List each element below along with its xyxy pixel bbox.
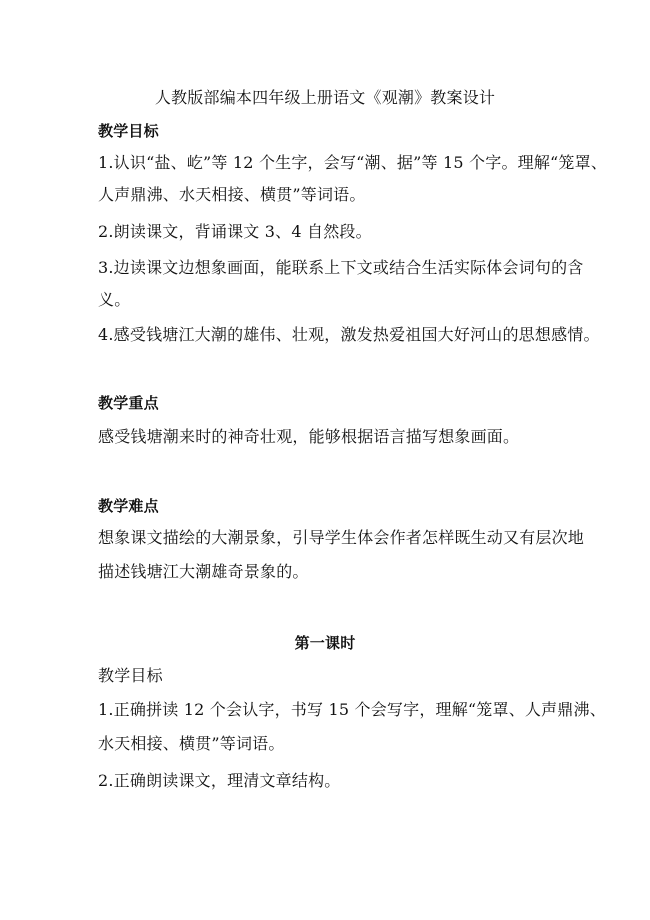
- lesson-1-objective-1-line-2: 水天相接、横贯”等词语。: [98, 734, 285, 753]
- objective-4: 4.感受钱塘江大潮的雄伟、壮观，激发热爱祖国大好河山的思想感情。: [98, 325, 600, 344]
- objective-3-line-2: 义。: [98, 290, 131, 309]
- objective-1-line-1: 1.认识“盐、屹”等 12 个生字，会写“潮、据”等 15 个字。理解“笼罩、: [98, 153, 608, 172]
- key-points-text: 感受钱塘潮来时的神奇壮观，能够根据语言描写想象画面。: [98, 427, 520, 446]
- lesson-1-objective-1-line-1: 1.正确拼读 12 个会认字，书写 15 个会写字，理解“笼罩、人声鼎沸、: [98, 700, 606, 719]
- difficulties-line-1: 想象课文描绘的大潮景象，引导学生体会作者怎样既生动又有层次地: [98, 528, 585, 547]
- document-title: 人教版部编本四年级上册语文《观潮》教案设计: [154, 88, 496, 107]
- difficulties-heading: 教学难点: [98, 497, 159, 515]
- objective-1-line-2: 人声鼎沸、水天相接、横贯”等词语。: [98, 185, 366, 204]
- objective-2: 2.朗读课文，背诵课文 3、4 自然段。: [98, 222, 372, 241]
- difficulties-line-2: 描述钱塘江大潮雄奇景象的。: [98, 562, 309, 581]
- lesson-1-heading: 第一课时: [294, 634, 356, 652]
- objectives-heading: 教学目标: [98, 122, 159, 140]
- key-points-heading: 教学重点: [98, 394, 159, 412]
- lesson-1-objective-2: 2.正确朗读课文，理清文章结构。: [98, 771, 341, 790]
- lesson-1-objectives-heading: 教学目标: [98, 666, 163, 685]
- objective-3-line-1: 3.边读课文边想象画面，能联系上下文或结合生活实际体会词句的含: [98, 258, 584, 277]
